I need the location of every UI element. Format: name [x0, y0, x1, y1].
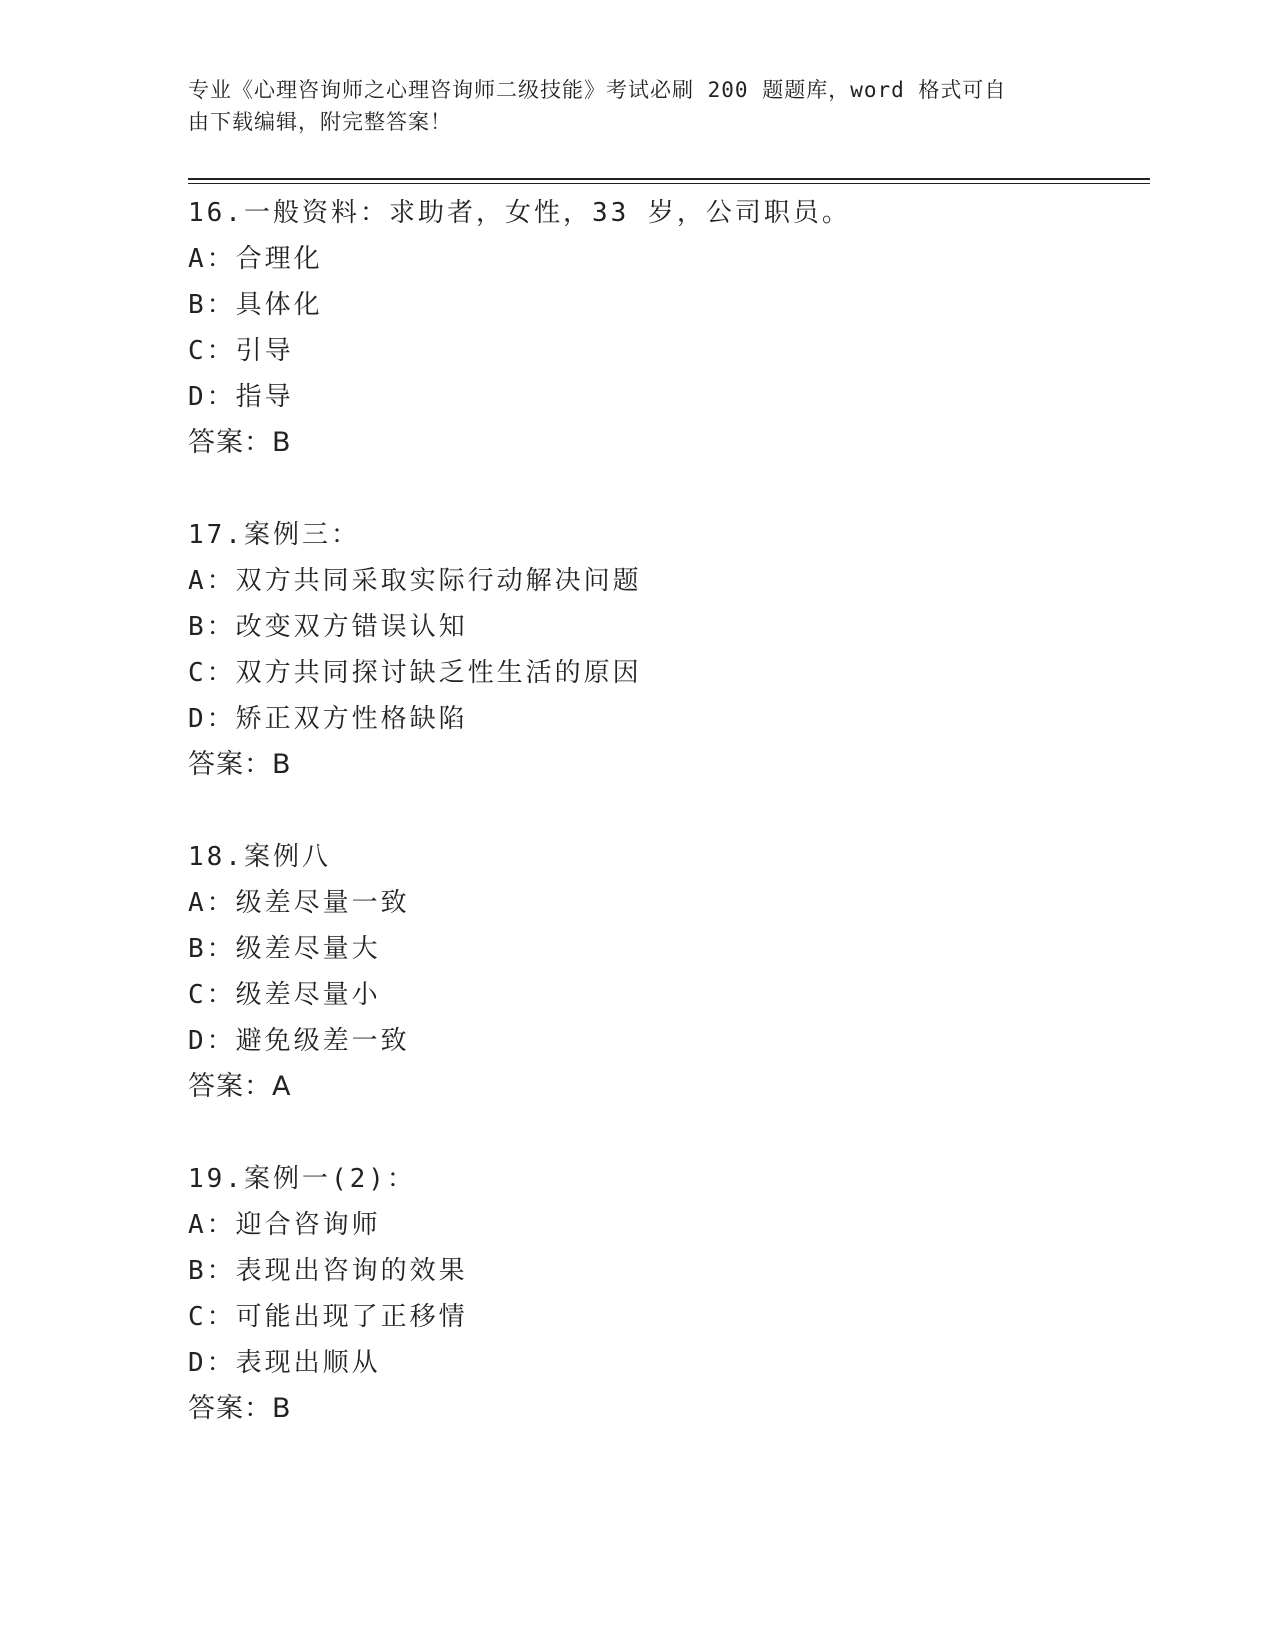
option-d: D：矫正双方性格缺陷: [188, 704, 468, 734]
option-a: A：双方共同采取实际行动解决问题: [188, 566, 642, 596]
option-b: B：改变双方错误认知: [188, 612, 468, 642]
answer-key: 答案：A: [188, 1071, 292, 1102]
option-a: A：合理化: [188, 244, 323, 274]
answer-key: 答案：B: [188, 1393, 292, 1424]
question-stem: 17.案例三：: [188, 520, 360, 550]
question-17: [188, 512, 1148, 788]
option-b: B：具体化: [188, 290, 323, 320]
header-rule-thick: [188, 178, 1150, 180]
option-c: C：可能出现了正移情: [188, 1302, 468, 1332]
option-b: B：表现出咨询的效果: [188, 1256, 468, 1286]
answer-key: 答案：B: [188, 749, 292, 780]
question-19: [188, 1156, 1148, 1432]
answer-key: 答案：B: [188, 427, 292, 458]
option-a: A：迎合咨询师: [188, 1210, 381, 1240]
option-c: C：级差尽量小: [188, 980, 381, 1010]
question-stem: 16.一般资料：求助者，女性，33 岁，公司职员。: [188, 198, 851, 228]
option-d: D：指导: [188, 382, 294, 412]
header-line-2: 由下载编辑，附完整答案！: [188, 110, 452, 134]
question-16: [188, 190, 1148, 466]
option-c: C：引导: [188, 336, 294, 366]
header-line-1: 专业《心理咨询师之心理咨询师二级技能》考试必刷 200 题题库，word 格式可自: [188, 78, 1007, 102]
document-header: [188, 74, 1068, 138]
option-a: A：级差尽量一致: [188, 888, 410, 918]
question-list: [188, 190, 1148, 1478]
question-18: [188, 834, 1148, 1110]
question-stem: 19.案例一(2)：: [188, 1164, 416, 1194]
option-b: B：级差尽量大: [188, 934, 381, 964]
option-d: D：表现出顺从: [188, 1348, 381, 1378]
option-d: D：避免级差一致: [188, 1026, 410, 1056]
question-stem: 18.案例八: [188, 842, 331, 872]
option-c: C：双方共同探讨缺乏性生活的原因: [188, 658, 642, 688]
header-rule-thin: [188, 183, 1150, 184]
